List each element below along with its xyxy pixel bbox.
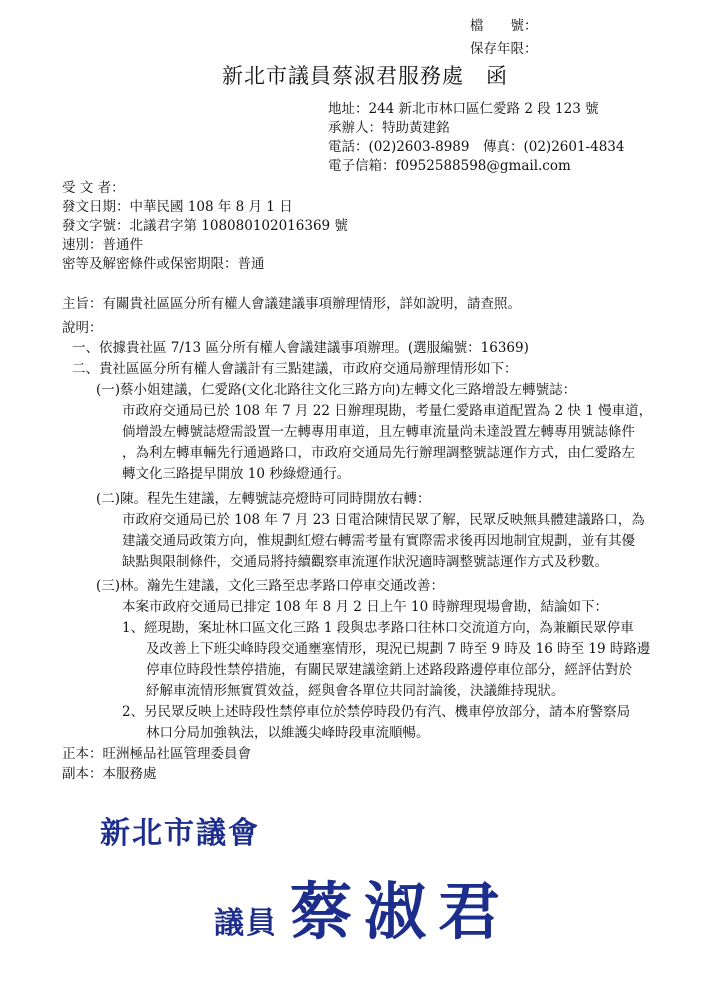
body-line: 本案市政府交通局已排定 108 年 8 月 2 日上午 10 時辦理現場會勘，結論如下： — [122, 599, 608, 615]
recipient-line: 受 文 者： — [62, 180, 125, 196]
document-number: 發文字號：北議君字第 108080102016369 號 — [62, 218, 348, 234]
body-line: (二)陳。程先生建議，左轉號誌亮燈時可同時開放右轉： — [96, 491, 431, 507]
councilor-name-stamp: 蔡淑君 — [290, 875, 513, 948]
contact-email: 電子信箱：f0952588598@gmail.com — [328, 158, 571, 174]
body-line: (一)蔡小姐建議，仁愛路(文化北路往文化三路方向)左轉文化三路增設左轉號誌： — [96, 382, 577, 398]
body-line: 建議交通局政策方向，惟規劃紅燈右轉需考量有實際需求後再因地制宜規劃，並有其優 — [122, 533, 635, 549]
body-line: 市政府交通局已於 108 年 7 月 23 日電洽陳情民眾了解，民眾反映無具體建議路口，為 — [122, 512, 645, 528]
body-line: 轉文化三路提早開放 10 秒綠燈通行。 — [122, 466, 351, 482]
issue-date: 發文日期：中華民國 108 年 8 月 1 日 — [62, 199, 293, 215]
body-line: ，為利左轉車輛先行通過路口，市政府交通局先行辦理調整號誌運作方式，由仁愛路左 — [122, 445, 635, 461]
contact-address: 地址：244 新北市林口區仁愛路 2 段 123 號 — [328, 101, 599, 117]
body-line: 二、貴社區區分所有權人會議計有三點建議，市政府交通局辦理情形如下： — [72, 361, 518, 377]
copy-recipient: 副本：本服務處 — [62, 766, 157, 782]
body-line: 一、依據貴社區 7/13 區分所有權人會議建議事項辦理。(選服編號：16369) — [72, 340, 529, 356]
body-line: (三)林。瀚先生建議，文化三路至忠孝路口停車交通改善： — [96, 578, 445, 594]
councilor-title-stamp: 議員 — [214, 906, 278, 941]
body-line: 停車位時段性禁停措施，有關民眾建議塗銷上述路段路邊停車位部分，經評估對於 — [146, 662, 632, 678]
body-line: 2、另民眾反映上述時段性禁停車位於禁停時段仍有汽、機車停放部分，請本府警察局 — [122, 704, 631, 720]
contact-phone-fax: 電話：(02)2603-8989 傳真：(02)2601-4834 — [328, 139, 625, 155]
council-stamp: 新北市議會 — [100, 816, 260, 851]
retention-label: 保存年限： — [470, 41, 538, 57]
body-line: 林口分局加強執法，以維護尖峰時段車流順暢。 — [146, 725, 430, 741]
subject-line: 主旨：有關貴社區區分所有權人會議建議事項辦理情形，詳如說明，請查照。 — [62, 296, 521, 312]
body-line: 缺點與限制條件，交通局將持續觀察車流運作狀況適時調整號誌運作方式及秒數。 — [122, 554, 608, 570]
original-recipient: 正本：旺洲極品社區管理委員會 — [62, 746, 251, 762]
delivery-speed: 速別：普通件 — [62, 237, 143, 253]
contact-handler: 承辦人：特助黃建銘 — [328, 120, 450, 136]
body-line: 1、經現勘，案址林口區文化三路 1 段與忠孝路口往林口交流道方向，為兼顧民眾停車 — [122, 620, 634, 636]
body-line: 市政府交通局已於 108 年 7 月 22 日辦理現勘，考量仁愛路車道配置為 2 快 1 慢車道， — [122, 403, 653, 419]
security-level: 密等及解密條件或保密期限：普通 — [62, 256, 265, 272]
body-line: 紓解車流情形無實質效益，經與會各單位共同討論後，決議維持現狀。 — [146, 683, 565, 699]
file-number-label: 檔 號： — [470, 18, 538, 34]
document-title: 新北市議員蔡淑君服務處 函 — [222, 64, 508, 88]
explanation-label: 說明： — [62, 320, 103, 336]
body-line: 及改善上下班尖峰時段交通壅塞情形，現況已規劃 7 時至 9 時及 16 時至 19 時路邊 — [146, 641, 651, 657]
body-line: 倘增設左轉號誌燈需設置一左轉專用車道，且左轉車流量尚未達設置左轉專用號誌條件 — [122, 424, 635, 440]
